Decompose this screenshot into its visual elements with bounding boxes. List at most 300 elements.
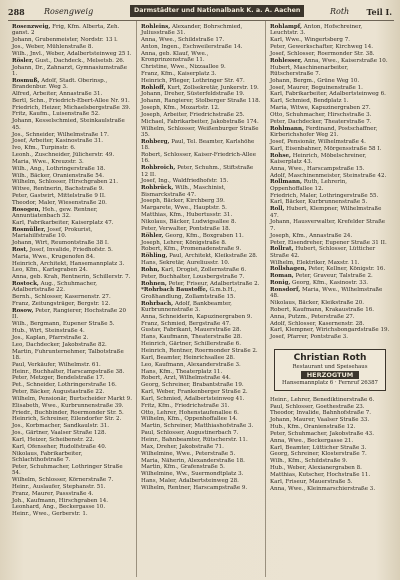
entry-details: Adolf, Bankbeamter, Kurbrunnenstraße 3.	[141, 300, 232, 313]
entry-surname: Rohberg,	[141, 138, 170, 145]
directory-entry	[12, 166, 132, 172]
entry-details: Nikolaus, Fabrikarbeiter, Schlachthofstraße 7.	[12, 450, 83, 463]
directory-entry	[141, 389, 261, 395]
entry-details: Jos., Kaplan, Pfarrstraße 2.	[12, 334, 89, 341]
entry-details: Josef, Ing., Waldfriedhofstr. 15.	[141, 178, 229, 185]
directory-entry	[141, 71, 261, 77]
entry-details: Franz, Kfm., Kaiserplatz 3.	[141, 70, 217, 77]
entry-details: Joh., Kaufmann, Hirschgraben 14.	[12, 497, 109, 504]
directory-entry	[141, 281, 261, 287]
entry-details: Hans, Kaufmann, Theaterstraße 28.	[141, 334, 243, 341]
entry-details: Wilh., Ang., Lothringerstraße 18.	[12, 165, 106, 172]
entry-details: Pet., Schneider, Lothringerstraße 16.	[12, 382, 117, 389]
entry-details: Karl, Drogist, Zollernstraße 6.	[161, 266, 247, 273]
directory-entry	[12, 382, 132, 388]
entry-surname: Röhling,	[141, 253, 168, 260]
entry-surname: Rollshagen,	[270, 266, 307, 273]
entry-details: Anna, geb. Klauf, Wwe., Kronprinzenstraße 11.	[141, 50, 209, 64]
entry-details: Josef, Prokurist, Mariahilfstraße 10.	[12, 226, 93, 240]
directory-entry	[270, 458, 390, 464]
directory-entry	[270, 98, 390, 104]
directory-entry	[270, 486, 390, 492]
entry-details: Maria, Wwe., Wilhelmstraße 48.	[270, 286, 383, 300]
entry-details: Johann, Maurer, Vaalser Straße 33.	[270, 417, 370, 424]
directory-entry	[270, 179, 390, 192]
entry-surname: Roman,	[270, 273, 294, 280]
directory-entry	[141, 423, 261, 429]
entry-surname: Rostock,	[12, 281, 39, 288]
directory-entry	[270, 199, 390, 205]
entry-details: Hubert, Klempner, Wilhelmstraße 47.	[270, 206, 382, 219]
entry-details: Hub., Kfm., Oranienstraße 12.	[270, 424, 356, 431]
entry-details: Wilhelm, Kfm., Oppenhoffallee 14.	[141, 416, 238, 423]
entry-details: Anna, Wwe., Kleinmarschierstraße 3.	[270, 485, 376, 492]
entry-details: Josef, Pensionär, Wilhelmstraße 4.	[270, 138, 366, 145]
directory-entry	[270, 37, 390, 43]
entry-surname: Rohbroich,	[141, 165, 176, 172]
entry-details: Franz, Zeitungsträger, Bergstr. 12.	[12, 301, 111, 308]
directory-entry	[141, 410, 261, 416]
ad-line-1: Restaurant und Speisehaus	[292, 363, 368, 370]
entry-surname: Rohlampf,	[270, 24, 302, 30]
directory-entry	[141, 287, 261, 300]
directory-entry	[12, 369, 132, 375]
directory-entry	[12, 403, 132, 409]
directory-column-1	[8, 21, 136, 577]
directory-entry	[141, 274, 261, 280]
header-keyword-right: Roth	[330, 7, 350, 16]
entry-details: Jos., Weber, Mühlenstraße 8.	[12, 44, 94, 51]
entry-details: Wilh., Maschinist, Bismarckstraße 47.	[141, 185, 226, 198]
entry-details: Johann, Wirt, Reumontstraße 38 I.	[12, 240, 109, 246]
entry-details: Karl, Schmied, Adalbertsteinweg 41.	[141, 395, 245, 402]
directory-entry	[12, 173, 132, 179]
entry-details: Leo, Kaufmann, Alexanderstraße 3.	[141, 361, 241, 368]
entry-details: Michael, Fabrikarbeiter, Jakobstraße 174.	[141, 118, 259, 125]
directory-entry	[270, 91, 390, 97]
directory-entry	[12, 464, 132, 477]
entry-details: Paul, Schlosser, Goethestraße 23.	[270, 403, 365, 410]
entry-details: Heinrich, Gärtner, Schillerstraße 6.	[141, 341, 241, 348]
directory-entry	[141, 198, 261, 204]
entry-details: Wilhelm, Rentner, Harscampstraße 9.	[141, 484, 248, 491]
directory-entry	[270, 410, 390, 416]
entry-details: Hubert, Schlosser, Lütticher Straße 42.	[270, 246, 376, 259]
directory-entry	[12, 375, 132, 381]
directory-entry	[141, 126, 261, 139]
entry-details: Josef, Maurer, Beguinenstraße 1.	[270, 84, 363, 91]
directory-entry	[270, 417, 390, 423]
entry-details: Karl, Eisenbahner, Mörgensstraße 58 I.	[270, 145, 382, 152]
entry-details: Heinr., Wwe., Gerberstr. 1.	[12, 511, 88, 518]
directory-entry	[12, 362, 132, 368]
entry-surname: Rohn,	[141, 266, 160, 273]
entry-details: Georg, Schreiner, Brabantstraße 19.	[141, 382, 244, 389]
directory-entry	[12, 484, 132, 490]
entry-details: Heinr., Buchhalter, Harscampstraße 38.	[12, 368, 125, 375]
entry-details: Jos., Korbmacher, Sandkaulstr. 31.	[12, 423, 110, 430]
directory-entry	[12, 430, 132, 436]
directory-entry	[270, 300, 390, 306]
directory-entry	[270, 307, 390, 313]
entry-details: Heinrich, Schreiner, Eilendorfer Str. 2.	[12, 416, 122, 423]
entry-details: Wilhelmine, Wwe., Peterstraße 5.	[141, 450, 236, 457]
entry-details: Karl, Weber, Frankenberger Straße 2.	[141, 389, 248, 396]
entry-details: Wilhelm, Schlosser, Körnerstraße 7.	[12, 477, 114, 484]
directory-entry	[270, 85, 390, 91]
directory-entry	[141, 430, 261, 436]
directory-entry	[270, 260, 390, 266]
directory-entry	[12, 396, 132, 402]
directory-entry	[141, 24, 261, 37]
entry-surname: Rosmuß,	[12, 77, 40, 84]
entry-details: Johann, Dreher, Süsterfeldstraße 19.	[141, 91, 245, 98]
entry-details: Josef, Schlosser, Roermonder Str. 38.	[270, 50, 375, 57]
directory-columns	[8, 21, 394, 577]
entry-details: Peter, Gastwirt, Mittelstraße 9 II.	[12, 193, 106, 200]
directory-entry	[12, 193, 132, 199]
entry-details: Maria, Wwe., Kreuzstr. 3.	[12, 158, 84, 165]
entry-details: Robert, Arzt, Wilhelmstraße 44.	[141, 375, 231, 382]
entry-details: Otto, Schuhmacher, Hirschstraße 3.	[270, 111, 372, 118]
entry-details: Anna, Wwe., Kaiserstraße 10.	[303, 57, 388, 64]
entry-details: Bernh., Schlosser, Kasernenstr. 27.	[12, 294, 111, 301]
directory-entry	[141, 403, 261, 409]
entry-details: Josef, Pfarrer, Pontstraße 3.	[270, 334, 349, 341]
entry-surname: Rollrat,	[270, 246, 294, 253]
entry-details: Josef, Invalide, Friedhofstr. 5.	[29, 246, 113, 253]
entry-details: Wilhelm, Schlosser, Hirschgraben 21.	[12, 179, 118, 186]
entry-details: Peter, Schuhmacher, Lothringer Straße 54.	[12, 463, 123, 477]
entry-details: Peter, Rangierer, Hochstraße 20 II.	[12, 307, 126, 321]
directory-entry	[270, 404, 390, 410]
entry-details: Fritz, Kfm., Friedrichstraße 31.	[141, 402, 230, 409]
directory-entry	[12, 423, 132, 429]
entry-details: Johann, Rangierer, Stolberger Straße 118.	[141, 98, 261, 105]
advertisement-box	[274, 349, 386, 391]
directory-entry	[141, 105, 261, 111]
directory-entry	[141, 362, 261, 368]
entry-details: Georg, Kfm., Boxgraben 11.	[165, 232, 244, 239]
page-number: 288	[8, 7, 25, 17]
directory-entry	[141, 64, 261, 70]
directory-entry	[270, 44, 390, 50]
directory-entry	[12, 44, 132, 50]
directory-entry	[12, 247, 132, 253]
entry-details: Max, Dreher, Jakobstraße 71.	[141, 443, 224, 450]
directory-entry	[270, 119, 390, 125]
entry-details: Aug., Schuhmacher, Adalbertstraße 22.	[12, 281, 98, 294]
directory-entry	[141, 44, 261, 50]
entry-details: Kurt, Zollsekretär, Junkerstr. 19.	[167, 84, 259, 91]
entry-details: Johann, Dr., Zahnarzt, Gymnasiumstraße 1.	[12, 64, 128, 77]
entry-details: Jos., Gärtner, Vaalser Straße 128.	[12, 430, 107, 437]
section-label: Teil I.	[366, 7, 392, 17]
directory-entry	[12, 416, 132, 422]
entry-details: Karl, Fabrikarbeiter, Adalbertsteinweg 6.	[270, 91, 386, 98]
directory-entry	[270, 287, 390, 300]
directory-entry	[12, 138, 132, 144]
directory-entry	[141, 444, 261, 450]
entry-details: Peter, Schuhm., Stiftstraße 12 II.	[141, 165, 254, 178]
entry-surname: Rösler,	[12, 57, 34, 64]
directory-entry	[12, 498, 132, 504]
entry-details: Otto, Lehrer, Hohenstaufenallee 6.	[141, 409, 239, 416]
entry-surname: Rosenzweig,	[12, 24, 51, 30]
entry-details: Leo, Dachdecker, Jakobstraße 82.	[12, 341, 107, 348]
entry-details: Heinrich, Architekt, Hansemannplatz 3.	[12, 260, 125, 267]
entry-details: Anna, Putzm., Peterstraße 27.	[270, 313, 355, 320]
directory-entry	[12, 511, 132, 517]
directory-entry	[141, 119, 261, 125]
directory-entry	[141, 301, 261, 314]
entry-details: Wilhelm, Elektriker, Maxstr. 11.	[270, 259, 360, 266]
entry-details: Peter, Eisendreher, Eupener Straße 31 II.	[270, 239, 387, 246]
entry-details: Matthias, Kfm., Hubertusstr. 31.	[141, 212, 233, 219]
entry-details: Martin, Schreiner, Matthiashofstraße 3.	[141, 423, 254, 430]
entry-details: Heinr., Lehrer, Benediktinerstraße 6.	[270, 396, 375, 403]
entry-surname: *Rohrbach Baustoffe,	[141, 287, 208, 294]
entry-details: Georg, Kfm., Kasinostr. 33.	[292, 280, 369, 287]
directory-entry	[270, 58, 390, 64]
directory-entry	[270, 105, 390, 111]
directory-entry	[12, 152, 132, 158]
directory-entry	[270, 240, 390, 246]
directory-entry	[12, 186, 132, 192]
entry-details: Anna, geb. Krah, Rentnerin, Schillerstr. 7.	[12, 274, 131, 281]
entry-surname: Rohleins,	[141, 24, 171, 30]
entry-details: Frig, Kfm. Alberta, Zeh. ganst. 2	[12, 24, 120, 37]
header-keyword-left: Rosengweig	[44, 7, 94, 16]
directory-entry	[141, 416, 261, 422]
directory-entry	[270, 146, 390, 152]
directory-entry	[141, 212, 261, 218]
entry-details: Ivo, Kfm., Turpinstr. 6.	[12, 145, 76, 152]
directory-entry	[12, 220, 132, 226]
entry-details: Heinr., Auslaufer, Stephanstr. 51.	[12, 483, 106, 490]
entry-details: Theodor, Invalide, Bahnhofstraße 7.	[270, 410, 372, 417]
directory-entry	[270, 445, 390, 451]
entry-details: Adolf, Maschinenmeister, Steinstraße 42.	[270, 172, 387, 179]
entry-details: Witwe, Rentnerin, Bachstraße 9.	[12, 186, 104, 193]
entry-details: Heh., gew. Rentner, Annuntiatenbach 32.	[12, 206, 98, 220]
entry-details: Peter, Schuhmacher, Jakobstraße 43.	[270, 430, 374, 437]
entry-surname: Rohlmann,	[270, 125, 304, 132]
directory-entry	[12, 389, 132, 395]
directory-entry	[141, 485, 261, 491]
entry-details: Martin, Fuhrunternehmer, Talbotstraße 18.	[12, 348, 124, 361]
directory-entry	[12, 24, 132, 37]
entry-details: Robert, Kfm., Promenadenstraße 9.	[141, 246, 242, 253]
page-header	[8, 4, 394, 21]
entry-details: Leo, Kfm., Karlsgraben 24.	[12, 267, 88, 274]
directory-entry	[141, 91, 261, 97]
directory-entry	[141, 437, 261, 443]
entry-surname: Ronsdorf,	[270, 286, 301, 293]
entry-details: Johann, Grubenmeister, Nordstr. 13 l.	[12, 37, 118, 44]
directory-entry	[141, 464, 261, 470]
entry-details: Alexander, Bohrschmied, Juliusstraße 31.	[141, 24, 243, 37]
entry-surname: Ronig,	[270, 280, 291, 287]
entry-details: Josef, Arbeiter, Kasinostraße 31.	[12, 138, 104, 145]
directory-entry	[270, 193, 390, 199]
entry-details: Anna, Wwe., Harscampstraße 15.	[270, 165, 365, 172]
entry-details: Franz, Schmied, Bergstraße 47.	[141, 320, 231, 327]
entry-surname: Rohrbach,	[141, 300, 174, 307]
directory-entry	[141, 478, 261, 484]
directory-entry	[141, 451, 261, 457]
entry-details: Wilh., Bergmann, Eupener Straße 5.	[12, 321, 115, 328]
directory-entry	[12, 179, 132, 185]
entry-surname: Rohloff,	[141, 84, 166, 91]
directory-entry	[12, 342, 132, 348]
entry-details: Friedrich, Maler, Lothringerstraße 55.	[270, 192, 379, 199]
directory-entry	[12, 410, 132, 416]
directory-entry	[270, 397, 390, 403]
entry-details: Anton, Hofschreiner, Leuchtstr. 3.	[270, 24, 363, 37]
directory-entry	[12, 132, 132, 138]
directory-entry	[12, 294, 132, 300]
entry-details: Christine, Wwe., Nizzaallee 9.	[141, 64, 226, 71]
directory-entry	[12, 491, 132, 497]
directory-entry	[141, 246, 261, 252]
directory-entry	[141, 267, 261, 273]
directory-entry	[141, 382, 261, 388]
directory-entry	[270, 139, 390, 145]
entry-details: Paul, Tel. Beamter, Karlshöhe 18.	[141, 138, 255, 152]
directory-entry	[12, 58, 132, 64]
entry-details: Ferdinand, Postschaffner, Kirberichshofer Weg 21.	[270, 125, 378, 138]
directory-entry	[270, 334, 390, 340]
directory-entry	[12, 37, 132, 43]
entry-details: Peter, Friseur, Adalbertstraße 2.	[168, 280, 260, 287]
directory-entry	[141, 78, 261, 84]
entry-details: Joseph, Arbeiter, Friedrichstraße 25.	[141, 111, 245, 118]
directory-entry	[270, 24, 390, 37]
directory-entry	[141, 396, 261, 402]
entry-details: Peter, Dachdecker, Theaterstraße 7.	[270, 118, 372, 125]
directory-entry	[12, 118, 132, 131]
directory-entry	[141, 139, 261, 152]
directory-entry	[141, 37, 261, 43]
entry-details: Anna, Wwe., Beckergasse 21.	[270, 437, 354, 444]
entry-surname: Rosogen,	[12, 206, 41, 213]
entry-details: Wilhelm, Schlosser, Weißenburger Straße 35.	[141, 125, 259, 138]
entry-details: Georg, Schreiner, Klosterstraße 7.	[270, 451, 367, 458]
entry-details: Franz, Maurer, Passstraße 4.	[12, 490, 94, 497]
entry-details: Matthias, Kutscher, Hochstraße 11.	[270, 471, 371, 478]
entry-details: Heinr., Bahnbeamter, Rütscherstr. 11.	[141, 436, 248, 443]
directory-entry	[12, 321, 132, 327]
directory-entry	[270, 65, 390, 78]
directory-entry	[270, 314, 390, 320]
directory-entry	[270, 321, 390, 327]
directory-entry	[141, 355, 261, 361]
entry-details: Johann, Bergm., Grüne Weg 10.	[270, 77, 360, 84]
directory-entry	[141, 369, 261, 375]
entry-details: Karl, Bäcker, Kurbrunnenstraße 5.	[270, 199, 368, 206]
entry-surname: Roll,	[270, 206, 285, 213]
directory-entry	[12, 78, 132, 91]
directory-entry	[270, 246, 390, 259]
directory-entry	[141, 375, 261, 381]
entry-details: Hans, Maler, Adalbertsteinweg 28.	[141, 478, 239, 485]
directory-entry	[141, 165, 261, 178]
directory-entry	[141, 253, 261, 259]
directory-entry	[270, 266, 390, 272]
entry-details: Theodor, Maler, Wiesenstraße 20.	[12, 199, 107, 206]
directory-entry	[270, 173, 390, 179]
entry-details: Leonh., Zuschneider, Jülicherstr. 49.	[12, 152, 115, 159]
entry-details: Joseph, Bäcker, Kirchberg 39.	[141, 198, 225, 205]
entry-details: Joseph, Lehrer, Königstraße 8.	[141, 239, 227, 246]
entry-surname: Rohse,	[270, 152, 291, 159]
directory-entry	[141, 240, 261, 246]
directory-entry	[270, 273, 390, 279]
directory-entry	[141, 178, 261, 184]
entry-details: Wilh., Jnvl., Weber, Adalbertsteinweg 25 I.	[12, 50, 132, 57]
entry-details: Karl, Beamter, Heinrichsallee 28.	[141, 354, 235, 361]
directory-entry	[141, 51, 261, 64]
directory-entry	[12, 145, 132, 151]
directory-entry	[270, 112, 390, 118]
entry-details: Karl, Beamter, Lütticher Straße 3.	[270, 444, 367, 451]
directory-entry	[141, 458, 261, 464]
directory-entry	[12, 65, 132, 78]
entry-details: Wilhelm, Pensionär, Burtscheider Markt 9.	[12, 395, 132, 402]
directory-entry	[141, 98, 261, 104]
directory-entry	[270, 280, 390, 286]
entry-details: Karl, Friseur, Mauerstraße 5.	[270, 478, 353, 485]
entry-details: Fritz, Kaufm., Luisenstraße 52.	[12, 111, 100, 118]
entry-details: Wilh., Kfm., Schildstraße 9.	[270, 458, 348, 465]
entry-details: Peter, Metzger, Bendelstraße 17.	[12, 375, 105, 382]
directory-entry	[270, 465, 390, 471]
entry-details: Heinrich, Rentner, Roermonder Straße 2.	[141, 348, 258, 354]
entry-details: Maria, Wwe., Krugenofen 84.	[12, 253, 95, 260]
directory-entry	[270, 451, 390, 457]
entry-details: G.m.b.H., Großhandlung, Zollamtstraße 15.	[141, 287, 237, 300]
entry-details: Robert, Kaufmann, Krakaustraße 16.	[270, 306, 375, 313]
entry-surname: Rosow,	[12, 307, 34, 314]
directory-entry	[270, 126, 390, 139]
directory-entry	[12, 207, 132, 220]
directory-entry	[270, 438, 390, 444]
entry-details: Bertl, Schn., Friedrich-Ebert-Allee Nr. 91.	[12, 97, 130, 104]
directory-entry	[141, 112, 261, 118]
directory-entry	[12, 477, 132, 483]
directory-entry	[12, 444, 132, 450]
entry-details: Heinrich, Pfleger, Lothringer Str. 47.	[141, 77, 245, 84]
entry-details: Leonhard, Ang., Beckergasse 10.	[12, 504, 106, 511]
entry-details: Anna, Schneiderin, Kapuzinergraben 9.	[141, 313, 253, 320]
entry-details: Jos., Schneider, Wilhelmstraße 17.	[12, 131, 109, 138]
entry-details: Heinrich, Möbelschreiner, Kaiserplatz 43.	[270, 152, 367, 165]
directory-entry	[12, 227, 132, 240]
directory-entry	[141, 152, 261, 165]
ad-title: HERZOGTUM	[301, 371, 360, 379]
directory-entry	[12, 437, 132, 443]
entry-details: Peter, Verwalter, Pontstraße 18.	[141, 225, 231, 232]
directory-entry	[270, 424, 390, 430]
entry-details: Karl, Heizer, Scheibenstr. 22.	[12, 436, 95, 443]
directory-entry	[12, 451, 132, 464]
entry-details: Nikolaus, Bäcker, Ludwigsallee 8.	[141, 218, 237, 225]
directory-entry	[141, 226, 261, 232]
entry-details: Peter, Gewerkschafter, Kirchweg 14.	[270, 44, 373, 51]
entry-surname: Rohnen,	[141, 280, 167, 287]
entry-details: Karl, Ofenseher, Rudolfstraße 40.	[12, 443, 107, 450]
